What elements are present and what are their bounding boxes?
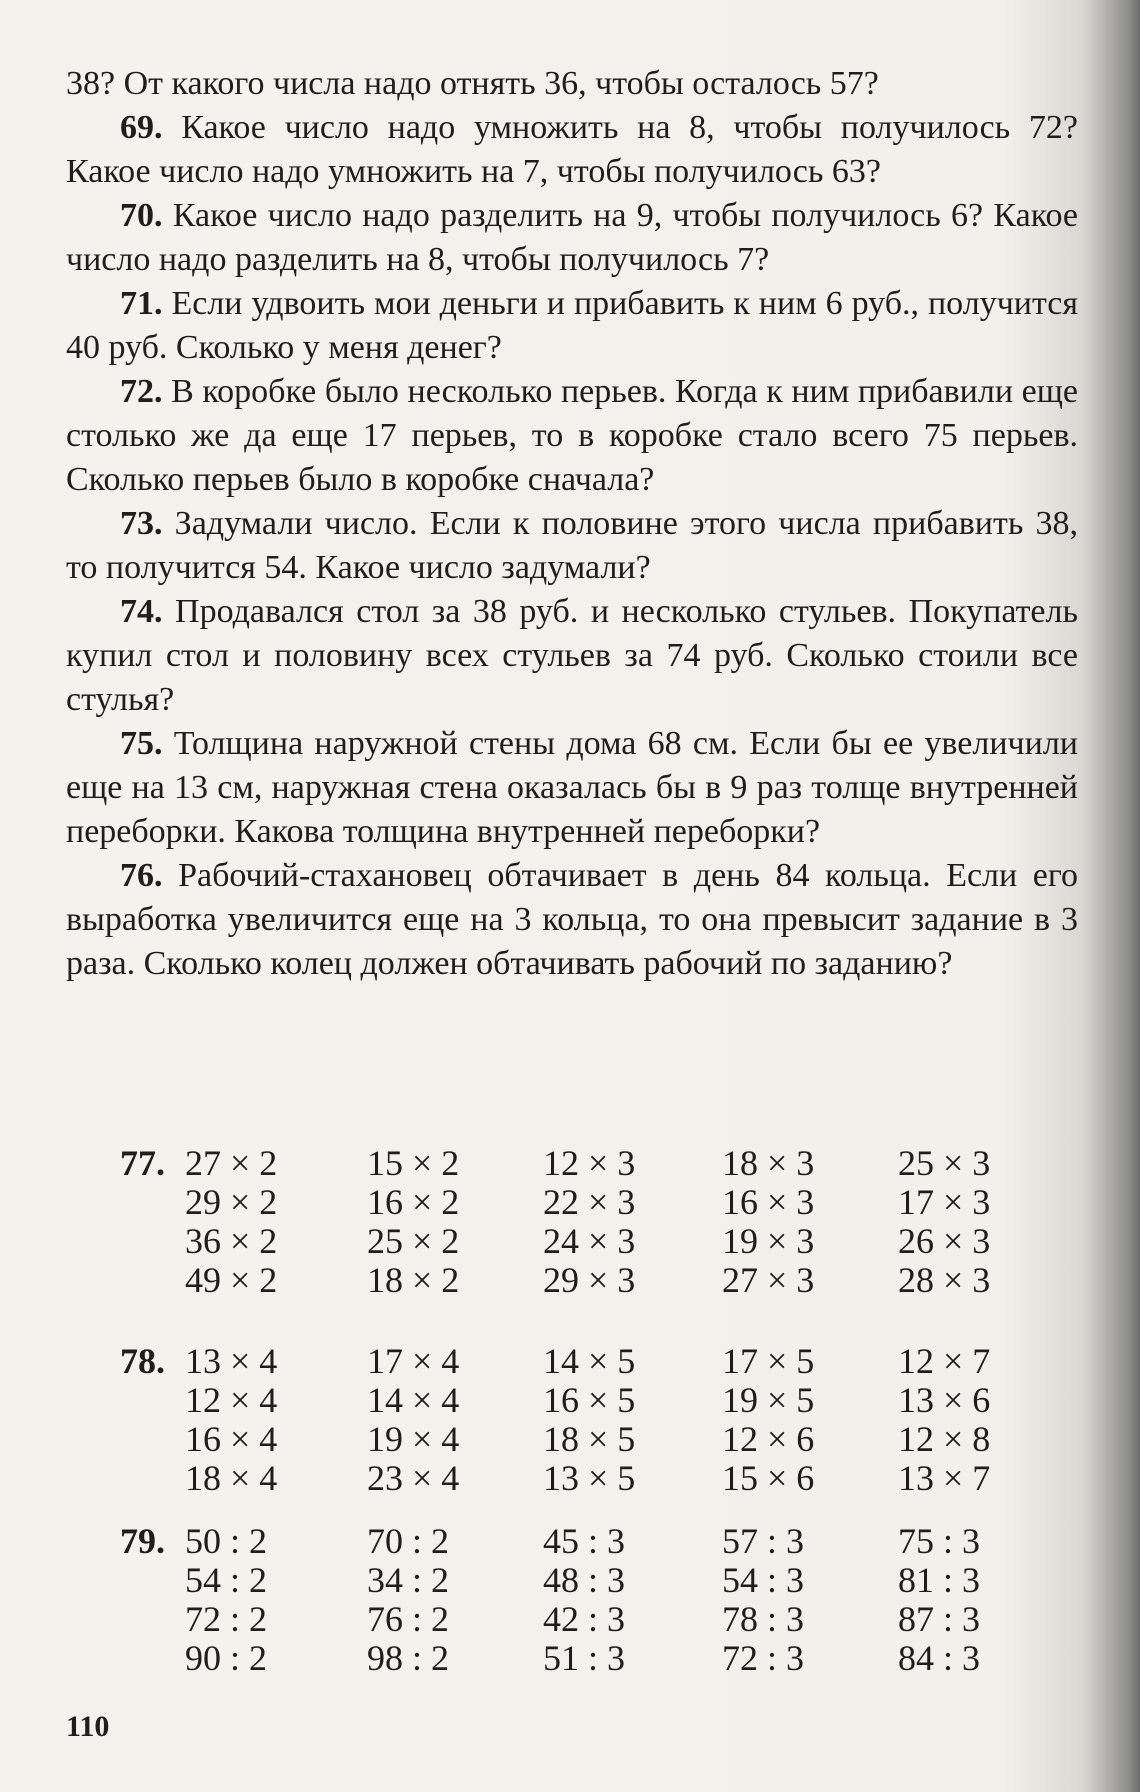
- exercise-cell: 70 : 2: [367, 1521, 450, 1561]
- exercise-number: 78.: [120, 1341, 165, 1381]
- exercise-cell: 12 × 6: [722, 1419, 815, 1459]
- exercise-cell: 28 × 3: [898, 1260, 991, 1300]
- problem-text-body: Задумали число. Если к половине этого числа прибавить 38, то получится 54. Какое число задумали?: [66, 505, 1078, 586]
- exercise-cell: 72 : 3: [722, 1638, 805, 1678]
- problem-number: 70.: [120, 197, 163, 234]
- exercise-cell: 17 × 3: [898, 1182, 991, 1222]
- problem-text-body: Рабочий-стахановец обтачивает в день 84 кольца. Если его выработка увеличится еще на 3 кольца, то она превысит задание в 3 раза. Сколько колец должен обтачивать рабочий по заданию?: [66, 857, 1078, 982]
- problem-text-body: Если удвоить мои деньги и прибавить к ним 6 руб., получится 40 руб. Сколько у меня денег?: [66, 285, 1078, 366]
- paragraph: [66, 502, 1078, 590]
- exercise-cell: 13 × 4: [185, 1341, 278, 1381]
- exercise-cell: 72 : 2: [185, 1599, 268, 1639]
- exercise-cell: 29 × 3: [543, 1260, 636, 1300]
- problem-number: 73.: [120, 505, 163, 542]
- problem-number: 72.: [120, 373, 163, 410]
- exercise-cell: 19 × 5: [722, 1380, 815, 1420]
- problem-text-body: Толщина наружной стены дома 68 см. Если бы ее увеличили еще на 13 см, наружная стена оказалась бы в 9 раз толще внутренней переборки. Какова толщина внутренней переборки?: [66, 725, 1078, 850]
- problem-text: [66, 62, 1078, 986]
- exercise-cell: 18 × 3: [722, 1143, 815, 1183]
- exercise-row: [0, 1340, 1140, 1384]
- problem-text-body: Продавался стол за 38 руб. и несколько стульев. Покупатель купил стол и половину всех стульев за 74 руб. Сколько стоили все стулья?: [66, 593, 1078, 718]
- exercise-cell: 76 : 2: [367, 1599, 450, 1639]
- exercise-cell: 16 × 2: [367, 1182, 460, 1222]
- exercise-row: [0, 1457, 1140, 1501]
- exercise-row: [0, 1637, 1140, 1681]
- exercise-cell: 17 × 4: [367, 1341, 460, 1381]
- exercise-cell: 12 × 7: [898, 1341, 991, 1381]
- paragraph: [66, 590, 1078, 722]
- exercise-cell: 16 × 5: [543, 1380, 636, 1420]
- exercise-cell: 36 × 2: [185, 1221, 278, 1261]
- exercise-cell: 26 × 3: [898, 1221, 991, 1261]
- exercise-cell: 23 × 4: [367, 1458, 460, 1498]
- exercise-cell: 12 × 3: [543, 1143, 636, 1183]
- exercise-cell: 75 : 3: [898, 1521, 981, 1561]
- exercise-cell: 57 : 3: [722, 1521, 805, 1561]
- exercise-cell: 13 × 7: [898, 1458, 991, 1498]
- exercise-row: [0, 1418, 1140, 1462]
- exercise-cell: 12 × 8: [898, 1419, 991, 1459]
- exercise-row: [0, 1379, 1140, 1423]
- exercise-cell: 22 × 3: [543, 1182, 636, 1222]
- problem-text-body: Какое число надо разделить на 9, чтобы получилось 6? Какое число надо разделить на 8, чтобы получилось 7?: [66, 197, 1078, 278]
- exercise-row: [0, 1142, 1140, 1186]
- paragraph: [66, 722, 1078, 854]
- problem-number: 75.: [120, 725, 163, 762]
- exercise-number: 79.: [120, 1521, 165, 1561]
- exercise-row: [0, 1259, 1140, 1303]
- exercise-cell: 50 : 2: [185, 1521, 268, 1561]
- exercise-row: [0, 1520, 1140, 1564]
- exercise-cell: 13 × 5: [543, 1458, 636, 1498]
- paragraph: [66, 106, 1078, 194]
- exercise-row: [0, 1181, 1140, 1225]
- exercise-row: [0, 1220, 1140, 1264]
- exercise-cell: 12 × 4: [185, 1380, 278, 1420]
- exercise-cell: 19 × 4: [367, 1419, 460, 1459]
- page-number: 110: [66, 1710, 110, 1743]
- exercise-cell: 78 : 3: [722, 1599, 805, 1639]
- problem-number: 69.: [120, 109, 163, 146]
- exercise-number: 77.: [120, 1143, 165, 1183]
- exercise-cell: 81 : 3: [898, 1560, 981, 1600]
- exercise-cell: 42 : 3: [543, 1599, 626, 1639]
- exercise-cell: 14 × 5: [543, 1341, 636, 1381]
- exercise-cell: 34 : 2: [367, 1560, 450, 1600]
- exercise-cell: 16 × 4: [185, 1419, 278, 1459]
- exercise-cell: 48 : 3: [543, 1560, 626, 1600]
- exercise-cell: 87 : 3: [898, 1599, 981, 1639]
- problem-text-body: Какое число надо умножить на 8, чтобы получилось 72? Какое число надо умножить на 7, чтобы получилось 63?: [66, 109, 1078, 190]
- exercise-cell: 25 × 3: [898, 1143, 991, 1183]
- exercise-cell: 49 × 2: [185, 1260, 278, 1300]
- paragraph: [66, 370, 1078, 502]
- exercise-cell: 98 : 2: [367, 1638, 450, 1678]
- problem-number: 76.: [120, 857, 163, 894]
- exercise-cell: 29 × 2: [185, 1182, 278, 1222]
- exercise-cell: 27 × 3: [722, 1260, 815, 1300]
- exercise-cell: 14 × 4: [367, 1380, 460, 1420]
- exercise-cell: 51 : 3: [543, 1638, 626, 1678]
- exercise-cell: 84 : 3: [898, 1638, 981, 1678]
- exercise-row: [0, 1559, 1140, 1603]
- problem-number: 71.: [120, 285, 163, 322]
- exercise-cell: 17 × 5: [722, 1341, 815, 1381]
- paragraph: [66, 854, 1078, 986]
- exercise-cell: 24 × 3: [543, 1221, 636, 1261]
- exercise-cell: 25 × 2: [367, 1221, 460, 1261]
- exercise-cell: 16 × 3: [722, 1182, 815, 1222]
- exercise-cell: 18 × 4: [185, 1458, 278, 1498]
- exercise-cell: 15 × 6: [722, 1458, 815, 1498]
- problem-text-body: В коробке было несколько перьев. Когда к ним прибавили еще столько же да еще 17 перьев, то в коробке стало всего 75 перьев. Сколько перьев было в коробке сначала?: [66, 373, 1078, 498]
- paragraph: [66, 282, 1078, 370]
- exercise-cell: 13 × 6: [898, 1380, 991, 1420]
- exercise-cell: 54 : 2: [185, 1560, 268, 1600]
- exercise-cell: 19 × 3: [722, 1221, 815, 1261]
- exercise-cell: 18 × 5: [543, 1419, 636, 1459]
- exercise-cell: 27 × 2: [185, 1143, 278, 1183]
- exercise-cell: 45 : 3: [543, 1521, 626, 1561]
- exercise-cell: 54 : 3: [722, 1560, 805, 1600]
- exercise-cell: 90 : 2: [185, 1638, 268, 1678]
- exercise-cell: 18 × 2: [367, 1260, 460, 1300]
- paragraph: [66, 194, 1078, 282]
- problem-number: 74.: [120, 593, 163, 630]
- exercise-cell: 15 × 2: [367, 1143, 460, 1183]
- paragraph: [66, 62, 1078, 106]
- problem-text-body: 38? От какого числа надо отнять 36, чтобы осталось 57?: [66, 65, 879, 102]
- exercise-row: [0, 1598, 1140, 1642]
